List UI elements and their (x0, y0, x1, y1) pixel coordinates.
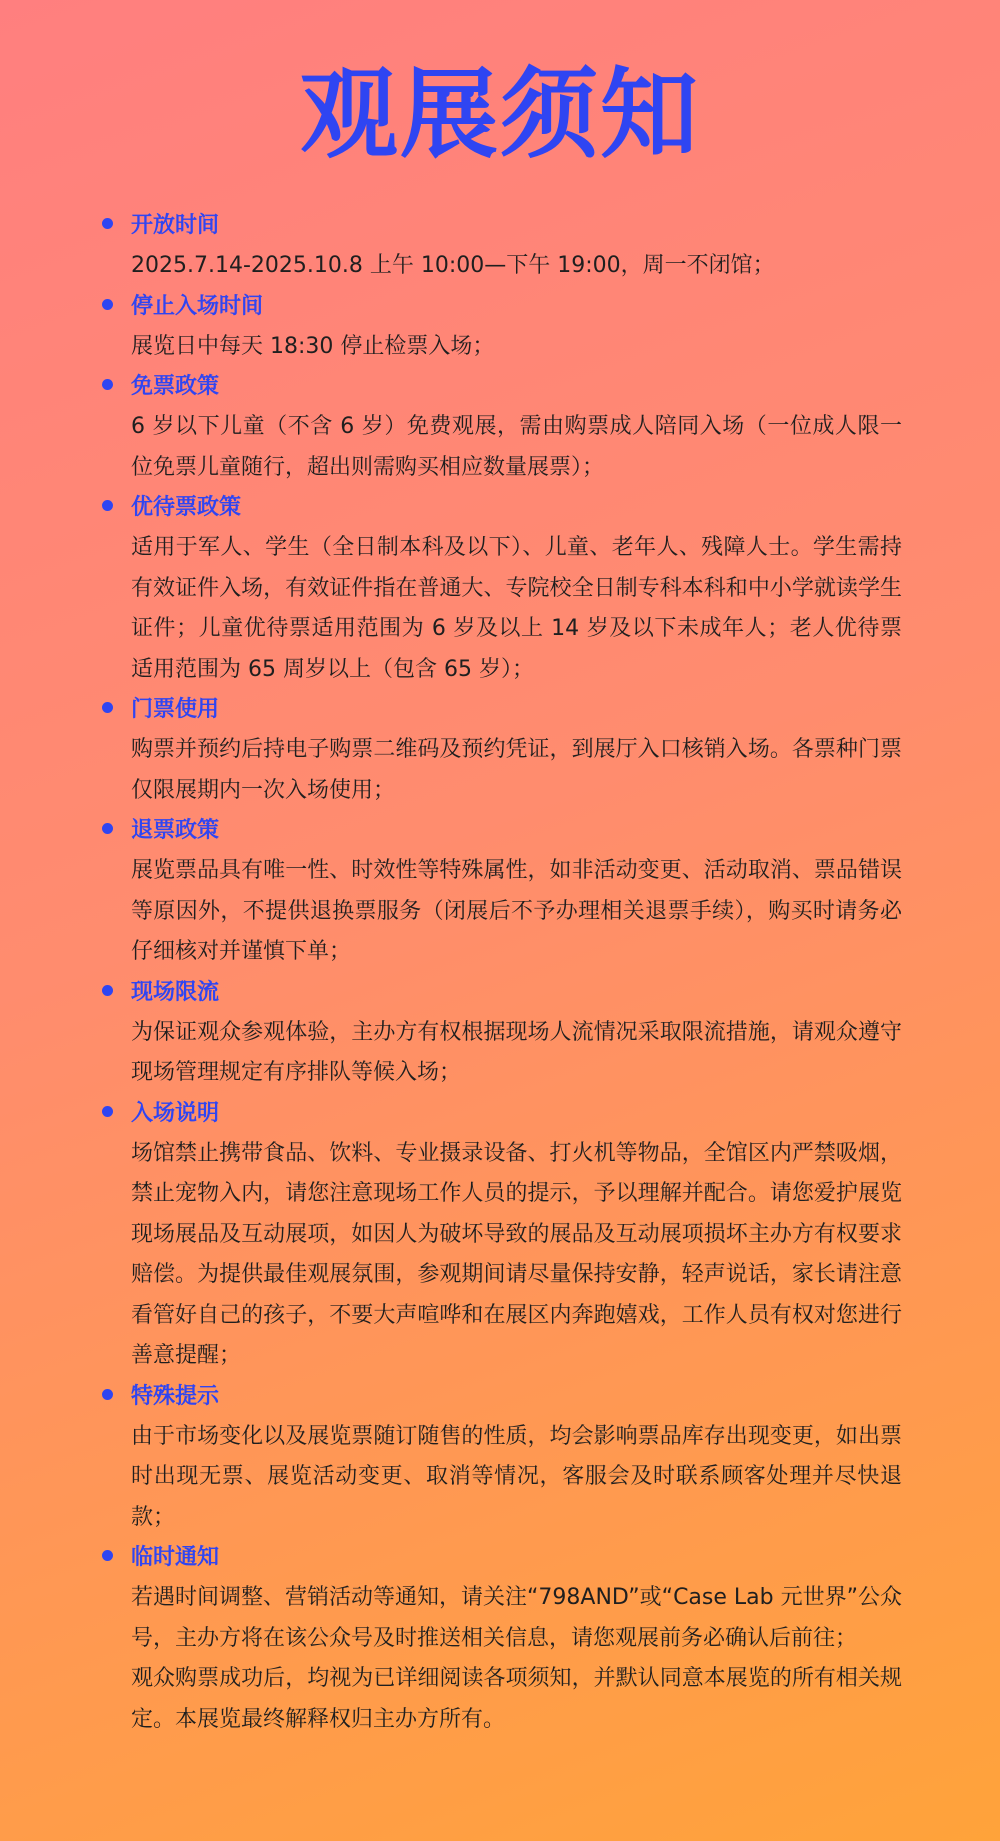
section-body: 由于市场变化以及展览票随订随售的性质，均会影响票品库存出现变更，如出票时出现无票、展览活动变更、取消等情况，客服会及时联系顾客处理并尽快退款； (131, 1423, 902, 1530)
section-special-notice (102, 1377, 902, 1539)
section-heading: 退票政策 (131, 818, 220, 843)
bullet-icon (102, 379, 113, 390)
notice-list (102, 206, 902, 1740)
section-entry-rules (102, 1094, 902, 1377)
section-free-ticket (102, 367, 902, 488)
bullet-icon (102, 299, 113, 310)
section-discount-ticket (102, 488, 902, 690)
bullet-icon (102, 1389, 113, 1400)
section-crowd-control (102, 973, 902, 1094)
section-heading: 门票使用 (131, 697, 220, 722)
page-title: 观展须知 (299, 58, 700, 172)
section-body: 展览票品具有唯一性、时效性等特殊属性，如非活动变更、活动取消、票品错误等原因外，不提供退换票服务（闭展后不予办理相关退票手续），购买时请务必仔细核对并谨慎下单； (131, 858, 902, 964)
section-body: 展览日中每天 18:30 停止检票入场； (131, 333, 495, 359)
section-body: 若遇时间调整、营销活动等通知，请关注“798AND”或“Case Lab 元世界”公众号，主办方将在该公众号及时推送相关信息，请您观展前务必确认后前往； (131, 1585, 902, 1651)
section-body: 适用于军人、学生（全日制本科及以下）、儿童、老年人、残障人士。学生需持有效证件入场，有效证件指在普通大、专院校全日制专科本科和中小学就读学生证件；儿童优待票适用范围为 6 岁及以上 14 岁及以下未成年人；老人优待票适用范围为 65 周岁以上（包含 65 岁）； (131, 535, 902, 682)
section-heading: 现场限流 (131, 979, 220, 1005)
section-body: 2025.7.14-2025.10.8 上午 10:00—下午 19:00，周一不闭馆； (131, 253, 775, 278)
section-heading: 停止入场时间 (131, 293, 264, 319)
section-body: 6 岁以下儿童（不含 6 岁）免费观展，需由购票成人陪同入场（一位成人限一位免票儿童随行，超出则需购买相应数量展票）； (131, 414, 902, 480)
bullet-icon (102, 1106, 113, 1117)
section-entry-deadline (102, 287, 902, 368)
section-refund-policy (102, 811, 902, 973)
section-temporary-notice (102, 1538, 902, 1740)
bullet-icon (102, 218, 113, 229)
section-body: 场馆禁止携带食品、饮料、专业摄录设备、打火机等物品，全馆区内严禁吸烟，禁止宠物入内，请您注意现场工作人员的提示，予以理解并配合。请您爱护展览现场展品及互动展项，如因人为破坏导致的展品及互动展项损坏主办方有权要求赔偿。为提供最佳观展氛围，参观期间请尽量保持安静，轻声说话，家长请注意看管好自己的孩子，不要大声喧哗和在展区内奔跑嬉戏，工作人员有权对您进行善意提醒； (131, 1140, 902, 1368)
section-body: 为保证观众参观体验，主办方有权根据现场人流情况采取限流措施，请观众遵守现场管理规定有序排队等候入场； (131, 1019, 902, 1085)
bullet-icon (102, 702, 113, 713)
section-heading: 优待票政策 (131, 495, 242, 520)
bullet-icon (102, 500, 113, 511)
section-heading: 免票政策 (131, 374, 220, 399)
bullet-icon (102, 985, 113, 996)
section-heading: 开放时间 (131, 213, 220, 238)
section-heading: 临时通知 (131, 1545, 220, 1570)
section-ticket-use (102, 690, 902, 811)
section-heading: 入场说明 (131, 1100, 220, 1126)
section-body: 购票并预约后持电子购票二维码及预约凭证，到展厅入口核销入场。各票种门票仅限展期内一次入场使用； (131, 737, 902, 803)
bullet-icon (102, 1550, 113, 1561)
closing-statement: 观众购票成功后，均视为已详细阅读各项须知，并默认同意本展览的所有相关规定。本展览最终解释权归主办方所有。 (131, 1666, 902, 1732)
bullet-icon (102, 823, 113, 834)
section-opening-hours (102, 206, 902, 287)
section-heading: 特殊提示 (131, 1383, 220, 1409)
